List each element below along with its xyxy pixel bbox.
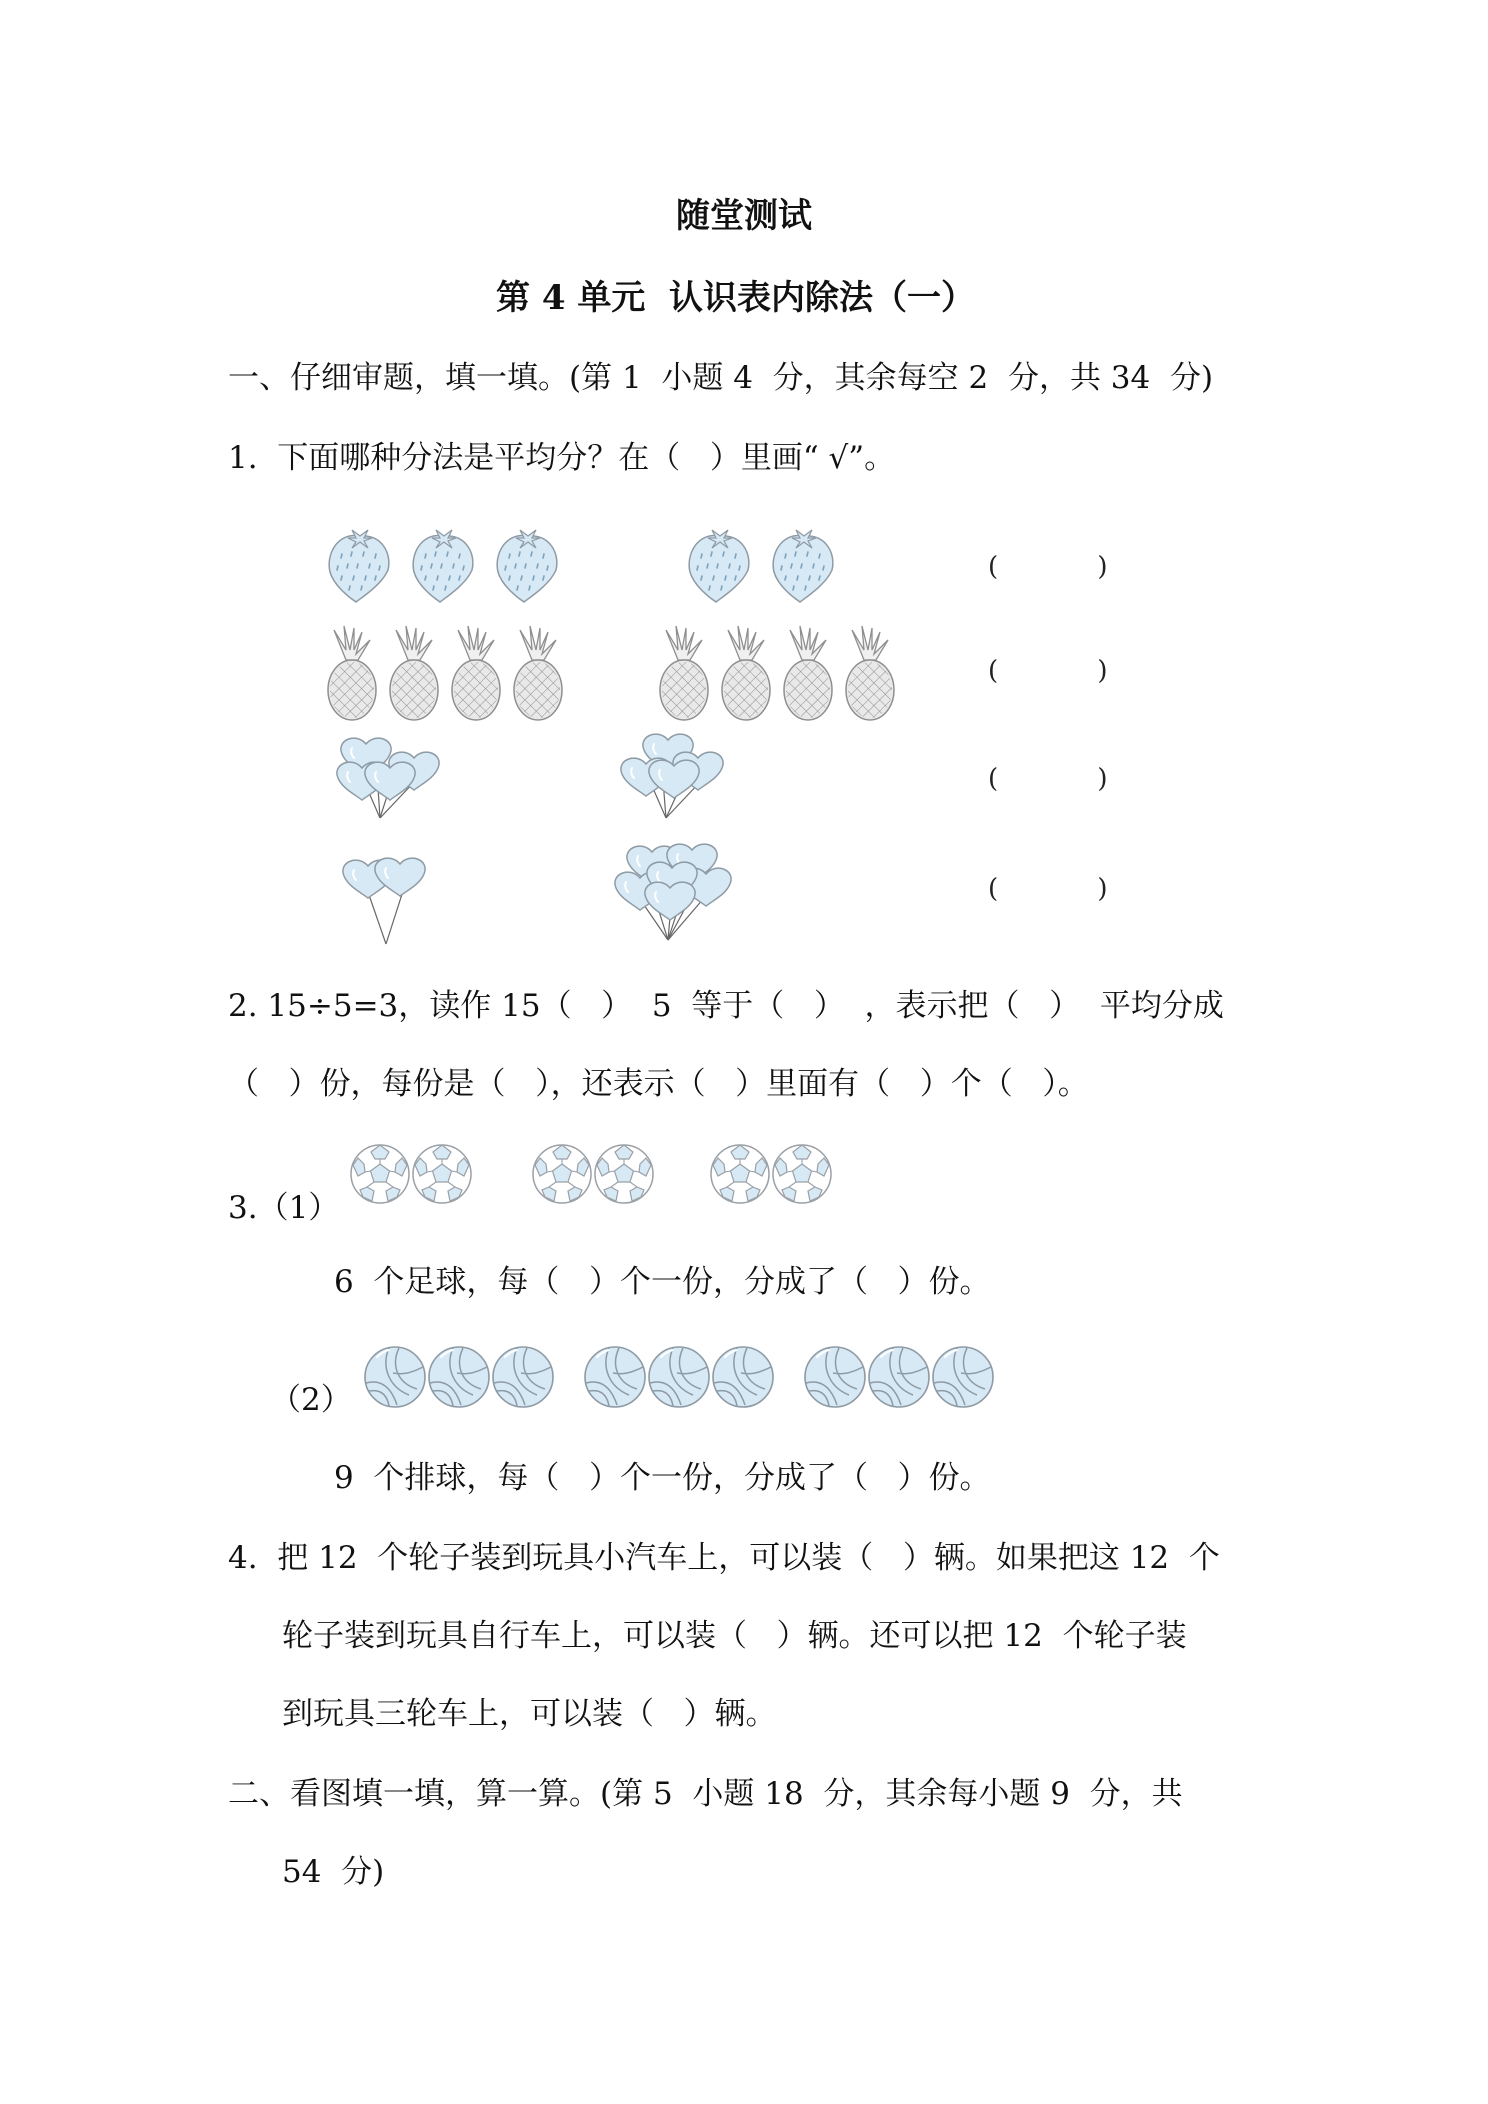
page-title: 随堂测试: [676, 196, 812, 236]
q4-line1: 4. 把 12 个轮子装到玩具小汽车上，可以装（ ）辆。如果把这 12 个: [228, 1540, 1220, 1576]
pineapple-icon: [384, 626, 444, 722]
q3-part2-text: 9 个排球，每（ ）个一份，分成了（ ）份。: [334, 1460, 991, 1496]
volleyball-icon: [428, 1346, 490, 1408]
volleyball-icon: [648, 1346, 710, 1408]
heart-balloon-icon: [616, 732, 726, 822]
q3-part1-text: 6 个足球，每（ ）个一份，分成了（ ）份。: [334, 1264, 991, 1300]
soccer-ball-icon: [412, 1144, 472, 1204]
volleyball-icon: [492, 1346, 554, 1408]
section2-heading-cont: 54 分): [282, 1854, 385, 1890]
pineapple-icon: [654, 626, 714, 722]
soccer-ball-icon: [350, 1144, 410, 1204]
volleyball-icon: [868, 1346, 930, 1408]
page-subtitle: 第 4 单元 认识表内除法（一）: [496, 278, 976, 318]
volleyball-icon: [712, 1346, 774, 1408]
strawberry-icon: [494, 528, 562, 608]
answer-blank[interactable]: ( ): [988, 874, 1108, 904]
strawberry-icon: [326, 528, 394, 608]
q4-line3: 到玩具三轮车上，可以装（ ）辆。: [282, 1696, 777, 1732]
soccer-ball-icon: [532, 1144, 592, 1204]
q3-part2-label: （2）: [270, 1382, 352, 1418]
answer-blank[interactable]: ( ): [988, 656, 1108, 686]
soccer-ball-icon: [710, 1144, 770, 1204]
soccer-ball-icon: [594, 1144, 654, 1204]
q2-line1: 2. 15÷5=3，读作 15（ ） 5 等于（ ） ，表示把（ ） 平均分成: [228, 988, 1224, 1024]
volleyball-icon: [364, 1346, 426, 1408]
pineapple-icon: [446, 626, 506, 722]
q3-part1-label: 3.（1）: [228, 1190, 340, 1226]
section2-heading: 二、看图填一填，算一算。(第 5 小题 18 分，其余每小题 9 分，共: [228, 1776, 1183, 1812]
pineapple-icon: [508, 626, 568, 722]
answer-blank[interactable]: ( ): [988, 764, 1108, 794]
volleyball-icon: [932, 1346, 994, 1408]
heart-balloon-icon: [346, 848, 436, 948]
volleyball-icon: [584, 1346, 646, 1408]
q4-line2: 轮子装到玩具自行车上，可以装（ ）辆。还可以把 12 个轮子装: [282, 1618, 1187, 1654]
pineapple-icon: [716, 626, 776, 722]
strawberry-icon: [410, 528, 478, 608]
pineapple-icon: [840, 626, 900, 722]
pineapple-icon: [322, 626, 382, 722]
heart-balloon-icon: [612, 842, 732, 942]
soccer-ball-icon: [772, 1144, 832, 1204]
volleyball-icon: [804, 1346, 866, 1408]
q2-line2: （ ）份，每份是（ ），还表示（ ）里面有（ ）个（ ）。: [228, 1066, 1089, 1102]
pineapple-icon: [778, 626, 838, 722]
strawberry-icon: [686, 528, 754, 608]
q1-text: 1. 下面哪种分法是平均分？在（ ）里画“ √”。: [228, 440, 896, 476]
strawberry-icon: [770, 528, 838, 608]
section1-heading: 一、仔细审题，填一填。(第 1 小题 4 分，其余每空 2 分，共 34 分): [228, 360, 1214, 396]
answer-blank[interactable]: ( ): [988, 552, 1108, 582]
heart-balloon-icon: [330, 732, 440, 822]
